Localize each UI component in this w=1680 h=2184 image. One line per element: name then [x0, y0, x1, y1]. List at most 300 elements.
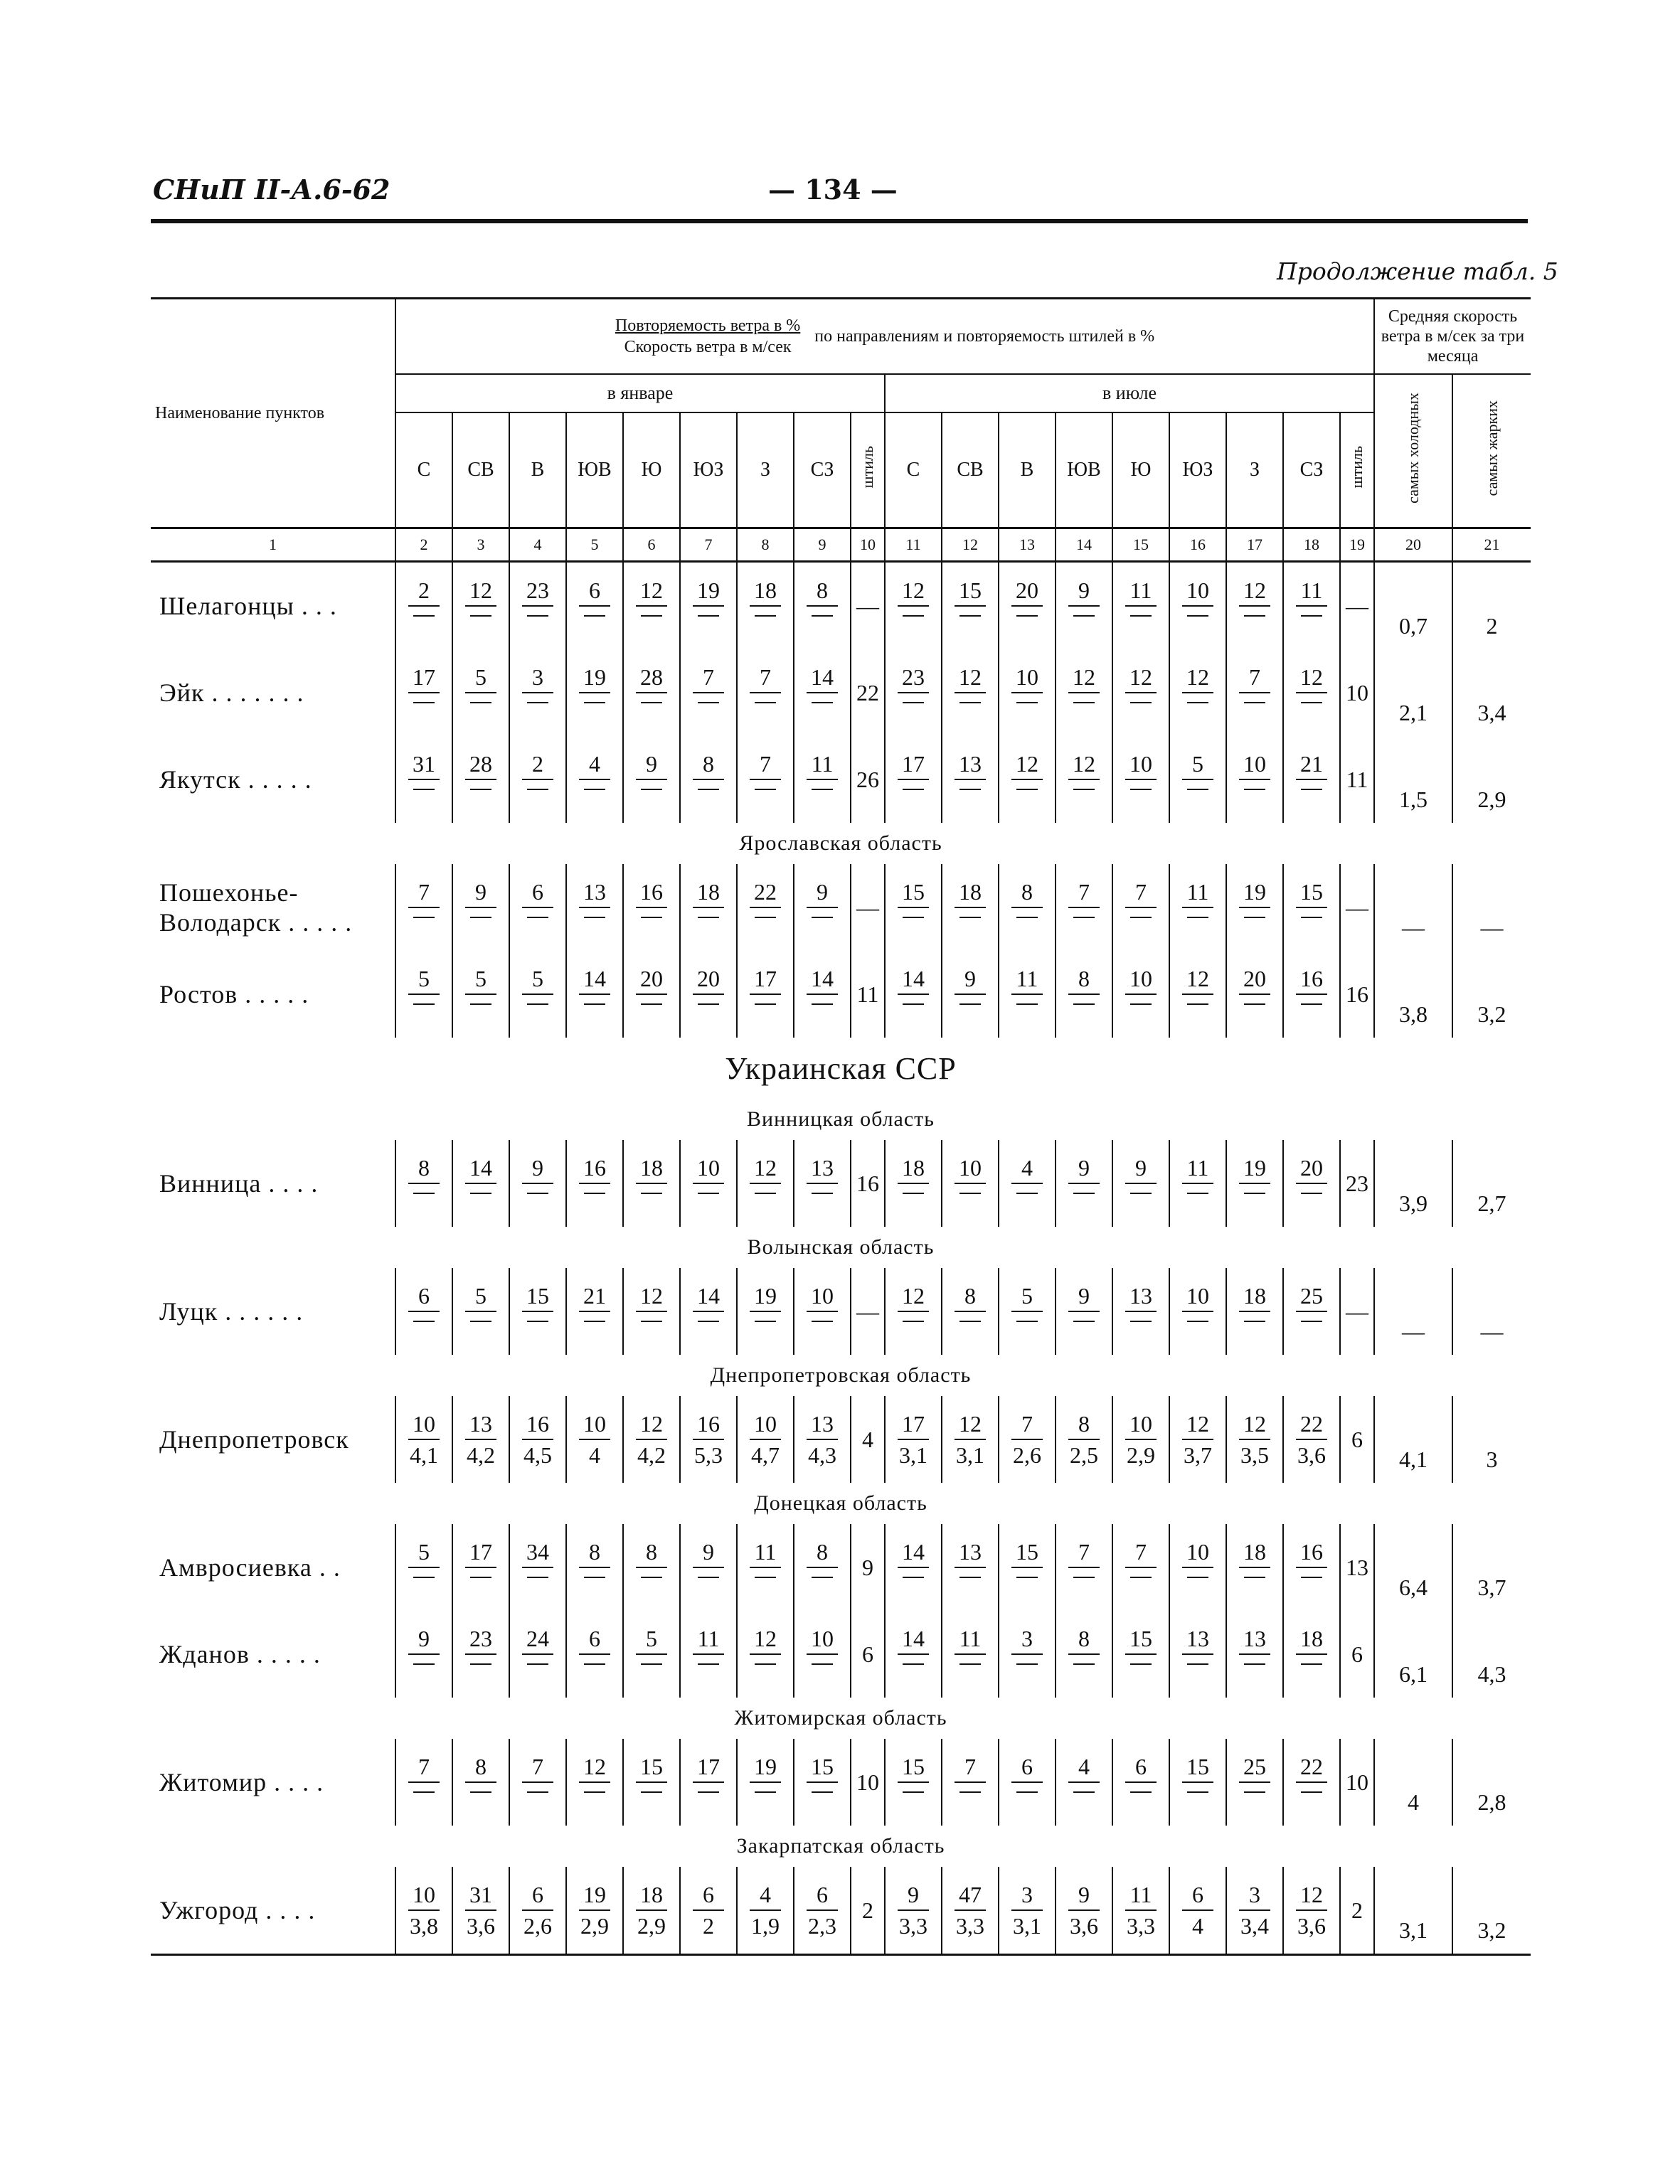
value-cell — [1169, 1268, 1226, 1355]
value-cell — [1056, 562, 1112, 650]
value-cell — [885, 1268, 942, 1355]
frequency-value: 10 — [1125, 1412, 1157, 1440]
frequency-value: 7 — [1068, 1540, 1100, 1568]
dash-mark — [812, 917, 833, 918]
dash-mark — [755, 917, 776, 918]
value-fraction — [1056, 1867, 1112, 1954]
speed-value: 5,3 — [694, 1442, 723, 1468]
dash-mark — [698, 1577, 719, 1578]
value-cell — [395, 1611, 452, 1698]
value-fraction — [624, 736, 679, 823]
direction-jul-6-label: ЮЗ — [1182, 459, 1213, 481]
value-cell — [999, 736, 1056, 823]
calm-value: 2 — [1340, 1867, 1374, 1955]
value-cell — [566, 1268, 623, 1355]
value-cell — [623, 1396, 680, 1483]
speed-placeholder — [527, 780, 548, 807]
frequency-value: 11 — [1011, 966, 1043, 995]
frequency-value: 6 — [693, 1882, 724, 1911]
frequency-value: 12 — [1068, 665, 1100, 693]
value-fraction — [624, 1396, 679, 1483]
speed-placeholder — [812, 1184, 833, 1211]
value-fraction — [886, 563, 941, 649]
value-fraction — [681, 563, 736, 649]
frequency-value: 14 — [898, 1540, 929, 1568]
dash-mark — [1130, 615, 1152, 617]
frequency-value: 11 — [693, 1626, 724, 1655]
speed-placeholder — [1130, 1312, 1152, 1339]
value-cell — [794, 649, 851, 736]
speed-placeholder — [1016, 1568, 1038, 1595]
frequency-value: 10 — [1011, 665, 1043, 693]
frequency-value: 13 — [1125, 1284, 1157, 1312]
calm-value: 22 — [851, 649, 885, 736]
station-name: Амвросиевка . . — [159, 1553, 341, 1582]
dash-mark — [470, 1193, 491, 1194]
value-cell — [395, 736, 452, 823]
value-fraction — [567, 649, 622, 736]
value-fraction — [1227, 1524, 1282, 1611]
value-fraction — [396, 736, 452, 823]
value-cell — [1283, 1140, 1340, 1227]
dash-mark — [584, 789, 605, 790]
value-fraction — [1170, 1739, 1226, 1826]
value-fraction — [1113, 1396, 1169, 1483]
direction-jan-3 — [509, 412, 566, 528]
value-fraction — [942, 649, 998, 736]
value-cell — [1112, 649, 1169, 736]
value-fraction — [1170, 649, 1226, 736]
speed-placeholder — [413, 607, 435, 634]
value-fraction — [1170, 1867, 1226, 1954]
calm-value: 6 — [1340, 1611, 1374, 1698]
value-fraction — [794, 1611, 850, 1698]
value-cell — [885, 1140, 942, 1227]
speed-placeholder — [1187, 1655, 1208, 1682]
value-cell — [452, 562, 509, 650]
speed-placeholder — [527, 1312, 548, 1339]
frequency-value: 9 — [693, 1540, 724, 1568]
frequency-value: 15 — [898, 1754, 929, 1783]
hottest-label: самых жарких — [1482, 400, 1501, 496]
dash-mark — [470, 789, 491, 790]
speed-placeholder — [1073, 908, 1095, 935]
dash-mark — [527, 1321, 548, 1322]
frequency-value: 22 — [750, 880, 781, 908]
frequency-value: 12 — [750, 1626, 781, 1655]
direction-jul-8 — [1283, 412, 1340, 528]
speed-placeholder — [1016, 1184, 1038, 1211]
direction-jul-7 — [1226, 412, 1283, 528]
frequency-value: 7 — [408, 880, 440, 908]
value-cell — [999, 1867, 1056, 1955]
value-cell — [794, 1396, 851, 1483]
value-fraction — [1170, 563, 1226, 649]
value-cell — [794, 864, 851, 951]
value-fraction — [510, 1396, 565, 1483]
value-cell — [1169, 1140, 1226, 1227]
speed-placeholder — [1016, 1655, 1038, 1682]
speed-placeholder — [755, 1568, 776, 1595]
value-cell — [680, 1268, 737, 1355]
value-fraction — [886, 1611, 941, 1698]
station-name: Ростов . . . . . — [159, 980, 309, 1008]
speed-placeholder — [812, 607, 833, 634]
value-fraction — [886, 1739, 941, 1826]
speed-placeholder — [1073, 1312, 1095, 1339]
dash-mark — [527, 1193, 548, 1194]
frequency-value: 9 — [1068, 1284, 1100, 1312]
value-cell — [1226, 951, 1283, 1038]
value-cell — [509, 1739, 566, 1826]
frequency-value: 18 — [636, 1156, 667, 1184]
value-cell — [794, 1739, 851, 1826]
speed-value: 4,7 — [751, 1442, 780, 1468]
speed-placeholder — [584, 908, 605, 935]
coldest-speed: 4 — [1374, 1739, 1452, 1826]
value-cell — [395, 649, 452, 736]
value-fraction — [624, 951, 679, 1038]
speed-placeholder — [1244, 607, 1265, 634]
dash-mark — [959, 1193, 981, 1194]
frequency-value: 5 — [1182, 752, 1213, 780]
speed-placeholder — [470, 908, 491, 935]
speed-placeholder — [959, 1184, 981, 1211]
value-cell — [509, 736, 566, 823]
value-cell — [1056, 1611, 1112, 1698]
value-cell — [885, 1867, 942, 1955]
value-cell — [1226, 1524, 1283, 1611]
frequency-value: 9 — [1068, 578, 1100, 607]
dash-mark — [1244, 702, 1265, 703]
value-fraction — [1056, 1739, 1112, 1826]
value-fraction — [942, 1611, 998, 1698]
dash-mark — [959, 1321, 981, 1322]
frequency-value: 14 — [579, 966, 610, 995]
coldest-speed: — — [1374, 864, 1452, 951]
speed-placeholder — [1130, 1783, 1152, 1810]
frequency-value: 6 — [522, 1882, 553, 1911]
dash-mark — [903, 1193, 924, 1194]
dash-mark — [903, 1003, 924, 1005]
speed-placeholder — [527, 607, 548, 634]
dash-mark — [903, 1663, 924, 1665]
speed-placeholder — [812, 1655, 833, 1682]
frequency-value: 12 — [750, 1156, 781, 1184]
value-cell — [566, 1611, 623, 1698]
calm-value: — — [1340, 562, 1374, 650]
value-fraction — [567, 1140, 622, 1227]
frequency-value: 4 — [1068, 1754, 1100, 1783]
frequency-value: 9 — [1068, 1882, 1100, 1911]
frequency-value: 19 — [579, 665, 610, 693]
frequency-value: 28 — [636, 665, 667, 693]
frequency-value: 6 — [1182, 1882, 1213, 1911]
value-cell — [452, 1396, 509, 1483]
speed-value: 3,4 — [1240, 1913, 1269, 1939]
speed-value: 2,6 — [523, 1913, 552, 1939]
frequency-value: 31 — [408, 752, 440, 780]
value-cell — [623, 1140, 680, 1227]
frequency-value: 12 — [1182, 1412, 1213, 1440]
coldest-speed: 0,7 — [1374, 562, 1452, 650]
speed-placeholder — [959, 995, 981, 1022]
value-cell — [509, 864, 566, 951]
direction-jan-5-label: Ю — [641, 459, 662, 481]
frequency-value: 21 — [579, 1284, 610, 1312]
frequency-value: 7 — [1239, 665, 1270, 693]
speed-placeholder — [584, 607, 605, 634]
speed-placeholder — [641, 1312, 662, 1339]
frequency-value: 10 — [1182, 1540, 1213, 1568]
calm-value: 11 — [1340, 736, 1374, 823]
value-fraction — [624, 1611, 679, 1698]
coldest-speed: 1,5 — [1374, 736, 1452, 823]
dash-mark — [1130, 1577, 1152, 1578]
frequency-value: 15 — [522, 1284, 553, 1312]
value-fraction — [942, 1524, 998, 1611]
value-cell — [737, 1396, 794, 1483]
table-row — [151, 1867, 1531, 1955]
frequency-value: 19 — [579, 1882, 610, 1911]
column-number: 14 — [1056, 528, 1112, 562]
value-cell — [1226, 1268, 1283, 1355]
value-fraction — [999, 1739, 1055, 1826]
frequency-value: 8 — [955, 1284, 986, 1312]
direction-jul-3 — [999, 412, 1056, 528]
value-fraction — [1284, 1268, 1339, 1355]
dash-mark — [959, 789, 981, 790]
value-cell — [1112, 1611, 1169, 1698]
value-cell — [1283, 1524, 1340, 1611]
speed-placeholder — [1073, 1783, 1095, 1810]
dash-mark — [1187, 1577, 1208, 1578]
value-fraction — [999, 1140, 1055, 1227]
value-fraction — [567, 1396, 622, 1483]
frequency-value: 13 — [807, 1156, 838, 1184]
value-cell — [680, 736, 737, 823]
dash-mark — [812, 1663, 833, 1665]
group-header-rest: по направлениям и повторяемость штилей в % — [814, 327, 1155, 346]
value-fraction — [942, 563, 998, 649]
value-cell — [942, 1867, 999, 1955]
dash-mark — [1130, 1663, 1152, 1665]
value-cell — [942, 1739, 999, 1826]
value-cell — [885, 736, 942, 823]
value-cell — [1283, 1611, 1340, 1698]
frequency-value: 10 — [1182, 1284, 1213, 1312]
speed-placeholder — [1244, 1568, 1265, 1595]
speed-placeholder — [959, 908, 981, 935]
dash-mark — [755, 702, 776, 703]
column-number: 11 — [885, 528, 942, 562]
frequency-value: 6 — [522, 880, 553, 908]
value-fraction — [453, 1140, 509, 1227]
value-cell — [566, 1524, 623, 1611]
speed-placeholder — [1130, 607, 1152, 634]
speed-placeholder — [470, 1568, 491, 1595]
direction-jan-3-label: В — [531, 459, 545, 481]
value-cell — [452, 1611, 509, 1698]
speed-placeholder — [1187, 780, 1208, 807]
value-cell — [885, 1524, 942, 1611]
frequency-value: 10 — [1125, 966, 1157, 995]
speed-placeholder — [413, 1184, 435, 1211]
dash-mark — [1187, 1321, 1208, 1322]
speed-placeholder — [1016, 693, 1038, 720]
speed-placeholder — [959, 607, 981, 634]
dash-mark — [812, 1791, 833, 1793]
value-fraction — [738, 736, 793, 823]
value-cell — [942, 1524, 999, 1611]
value-cell — [1056, 1140, 1112, 1227]
speed-placeholder — [641, 607, 662, 634]
frequency-value: 8 — [807, 1540, 838, 1568]
value-fraction — [1056, 563, 1112, 649]
value-cell — [794, 1140, 851, 1227]
coldest-speed: 3,9 — [1374, 1140, 1452, 1227]
frequency-value: 6 — [1125, 1754, 1157, 1783]
frequency-value: 13 — [465, 1412, 496, 1440]
dash-mark — [1016, 615, 1038, 617]
value-fraction — [1113, 736, 1169, 823]
dash-mark — [1016, 1791, 1038, 1793]
dash-mark — [413, 1193, 435, 1194]
dash-mark — [698, 615, 719, 617]
frequency-value: 13 — [807, 1412, 838, 1440]
calm-jul — [1340, 412, 1374, 528]
frequency-value: 9 — [408, 1626, 440, 1655]
dash-mark — [1301, 917, 1322, 918]
value-fraction — [999, 1867, 1055, 1954]
speed-placeholder — [1187, 607, 1208, 634]
calm-value: 23 — [1340, 1140, 1374, 1227]
value-cell — [999, 1140, 1056, 1227]
frequency-value: 10 — [1182, 578, 1213, 607]
column-number: 2 — [395, 528, 452, 562]
value-fraction — [510, 1268, 565, 1355]
table-row — [151, 736, 1531, 823]
speed-placeholder — [527, 1783, 548, 1810]
dash-mark — [470, 1791, 491, 1793]
column-number: 20 — [1374, 528, 1452, 562]
dash-mark — [641, 1791, 662, 1793]
dash-mark — [584, 1791, 605, 1793]
value-fraction — [624, 1140, 679, 1227]
frequency-value: 7 — [408, 1754, 440, 1783]
dash-mark — [1187, 1663, 1208, 1665]
frequency-value: 17 — [898, 1412, 929, 1440]
value-fraction — [567, 1739, 622, 1826]
dash-mark — [1130, 1003, 1152, 1005]
speed-placeholder — [413, 693, 435, 720]
speed-value: 3,6 — [1297, 1442, 1326, 1468]
value-fraction — [1113, 864, 1169, 951]
dash-mark — [413, 917, 435, 918]
dash-mark — [641, 1321, 662, 1322]
frequency-value: 15 — [955, 578, 986, 607]
dash-mark — [1073, 1003, 1095, 1005]
dash-mark — [470, 1003, 491, 1005]
speed-value: 2,9 — [580, 1913, 609, 1939]
frequency-value: 9 — [465, 880, 496, 908]
group-header — [395, 299, 1374, 375]
value-cell — [1056, 1739, 1112, 1826]
value-cell — [885, 1396, 942, 1483]
value-cell — [623, 951, 680, 1038]
value-fraction — [396, 1268, 452, 1355]
dash-mark — [959, 615, 981, 617]
frequency-value: 9 — [898, 1882, 929, 1911]
direction-jan-1-label: С — [417, 459, 431, 481]
frequency-value: 12 — [1296, 665, 1327, 693]
value-fraction — [510, 563, 565, 649]
speed-placeholder — [470, 1655, 491, 1682]
value-fraction — [999, 1396, 1055, 1483]
value-fraction — [738, 864, 793, 951]
speed-value: 2,6 — [1013, 1442, 1041, 1468]
speed-placeholder — [1130, 908, 1152, 935]
value-cell — [999, 1524, 1056, 1611]
section-title: Донецкая область — [754, 1491, 927, 1515]
speed-placeholder — [527, 1655, 548, 1682]
frequency-value: 16 — [1296, 1540, 1327, 1568]
dash-mark — [812, 789, 833, 790]
value-fraction — [510, 1867, 565, 1954]
speed-placeholder — [584, 1312, 605, 1339]
value-fraction — [1056, 1140, 1112, 1227]
value-cell — [566, 1140, 623, 1227]
direction-jul-4-label: ЮВ — [1067, 459, 1101, 481]
value-fraction — [1227, 1268, 1282, 1355]
value-cell — [1056, 951, 1112, 1038]
calm-value: 16 — [851, 1140, 885, 1227]
table-row — [151, 951, 1531, 1038]
frequency-value: 8 — [465, 1754, 496, 1783]
speed-placeholder — [959, 780, 981, 807]
speed-value: 4 — [589, 1442, 600, 1468]
value-cell — [1226, 736, 1283, 823]
value-fraction — [1113, 1268, 1169, 1355]
frequency-value: 12 — [898, 1284, 929, 1312]
frequency-value: 25 — [1239, 1754, 1270, 1783]
direction-jul-4 — [1056, 412, 1112, 528]
speed-placeholder — [1187, 908, 1208, 935]
dash-mark — [1130, 1193, 1152, 1194]
hottest-speed: 3 — [1452, 1396, 1531, 1483]
speed-placeholder — [1187, 1312, 1208, 1339]
frequency-value: 11 — [955, 1626, 986, 1655]
dash-mark — [903, 1791, 924, 1793]
frequency-value: 15 — [636, 1754, 667, 1783]
speed-placeholder — [903, 1783, 924, 1810]
section-title: Закарпатская область — [736, 1834, 945, 1858]
frequency-value: 12 — [1239, 578, 1270, 607]
value-fraction — [1284, 1739, 1339, 1826]
dash-mark — [903, 702, 924, 703]
speed-placeholder — [755, 1783, 776, 1810]
dash-mark — [470, 917, 491, 918]
speed-placeholder — [641, 908, 662, 935]
value-fraction — [624, 1524, 679, 1611]
value-fraction — [942, 951, 998, 1038]
frequency-value: 9 — [636, 752, 667, 780]
dash-mark — [1130, 702, 1152, 703]
value-cell — [942, 951, 999, 1038]
speed-value: 3,3 — [899, 1913, 927, 1939]
speed-placeholder — [755, 1655, 776, 1682]
value-fraction — [681, 951, 736, 1038]
